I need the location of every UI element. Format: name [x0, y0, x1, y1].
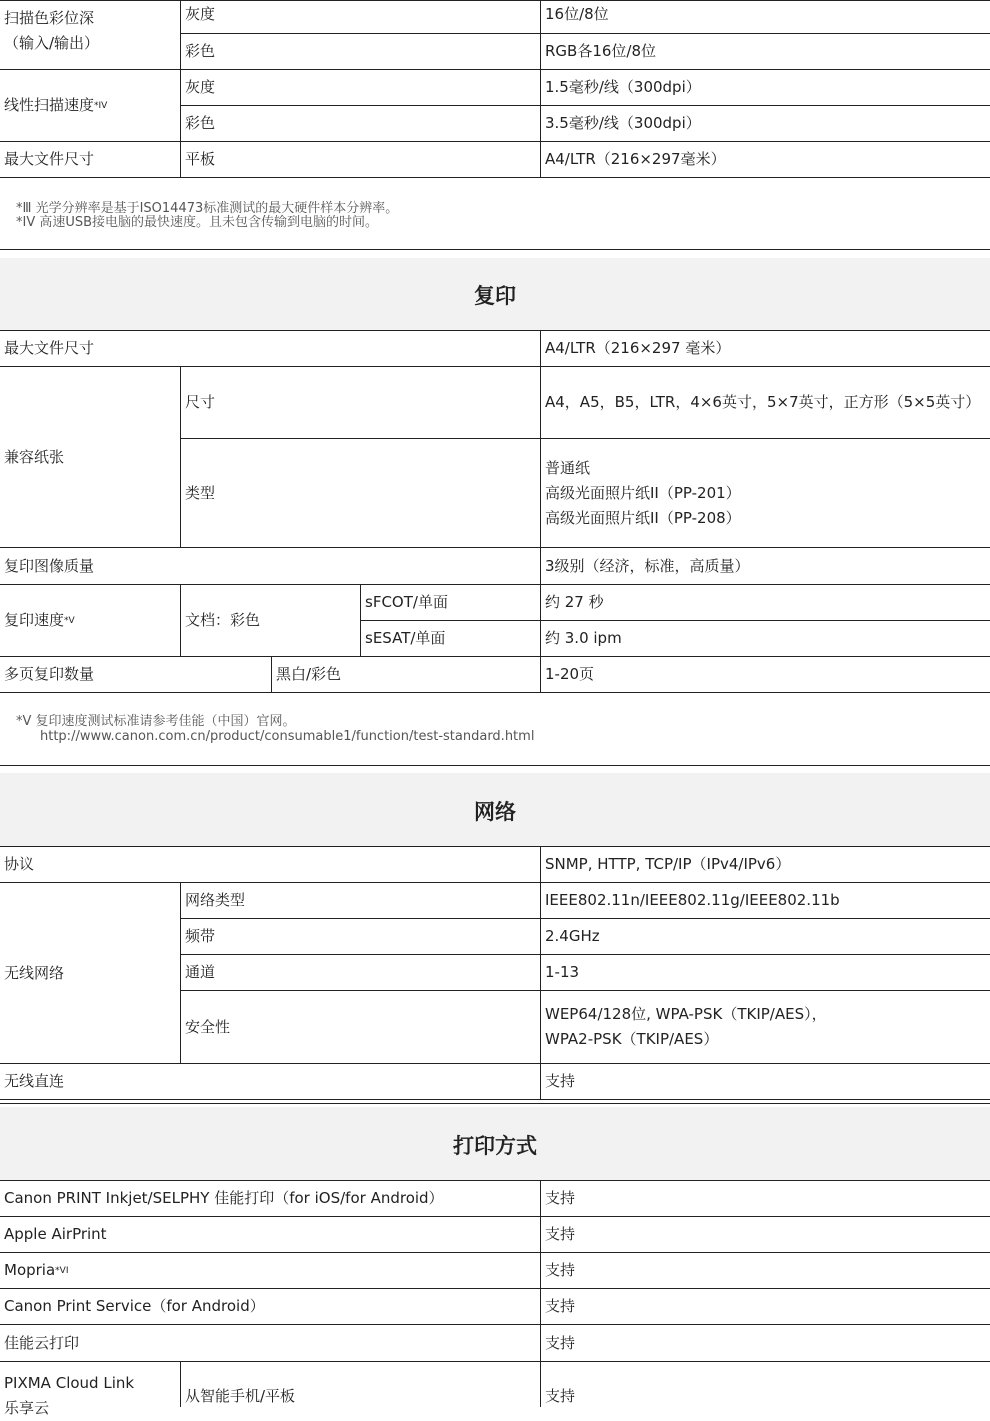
paper-type-pp201: 高级光面照片纸II（PP-201） — [545, 483, 741, 502]
print-method-value: 支持 — [545, 1225, 576, 1243]
copy-speed-label-text: 复印速度 — [4, 611, 65, 629]
cloud-link-label-line1: PIXMA Cloud Link — [4, 1374, 135, 1392]
sfcot-value: 约 27 秒 — [545, 593, 604, 611]
paper-type-label: 类型 — [185, 483, 216, 502]
print-method-label: Canon PRINT Inkjet/SELPHY 佳能打印（for iOS/for Android） — [4, 1189, 444, 1207]
cloud-link-value: 支持 — [545, 1387, 576, 1405]
print-method-label: 佳能云打印 — [4, 1333, 80, 1352]
wireless-direct-value: 支持 — [545, 1072, 576, 1090]
channel-label: 通道 — [185, 963, 216, 981]
cloud-link-label — [0, 1371, 180, 1417]
bit-depth-label — [0, 6, 180, 66]
bit-depth-label-line1: 扫描色彩位深 — [4, 9, 95, 27]
section-rule — [0, 765, 990, 766]
paper-type-pp208: 高级光面照片纸II（PP-208） — [545, 508, 741, 527]
color-label: 彩色 — [185, 42, 216, 60]
sfcot-label: sFCOT/单面 — [365, 593, 448, 611]
copy-quality-value: 3级别（经济，标准，高质量） — [545, 556, 750, 575]
print-methods-title: 打印方式 — [453, 1134, 537, 1158]
channel-value: 1-13 — [545, 963, 580, 981]
paper-size-label: 尺寸 — [185, 393, 216, 411]
color-label-2: 彩色 — [185, 114, 216, 132]
copy-quality-label: 复印图像质量 — [4, 556, 95, 575]
sesat-value: 约 3.0 ipm — [545, 629, 622, 647]
print-method-value: 支持 — [545, 1297, 576, 1315]
gray-bit-value: 16位/8位 — [545, 4, 609, 23]
flatbed-label: 平板 — [185, 150, 216, 168]
multi-copy-label: 多页复印数量 — [4, 665, 95, 683]
wireless-direct-label: 无线直连 — [4, 1072, 65, 1090]
line-speed-label: 线性扫描速度 *IV — [0, 70, 180, 141]
wireless-label: 无线网络 — [4, 963, 65, 982]
band-value: 2.4GHz — [545, 927, 600, 945]
mopria-label-text: Mopria — [4, 1261, 56, 1279]
footnote-v-url[interactable]: http://www.canon.com.cn/product/consumable1/function/test-standard.html — [40, 729, 535, 744]
doc-color-label: 文档：彩色 — [185, 611, 261, 629]
band-label: 频带 — [185, 927, 216, 945]
print-method-value: 支持 — [545, 1261, 576, 1279]
paper-label: 兼容纸张 — [4, 447, 65, 466]
copy-max-doc-value: A4/LTR（216×297 毫米） — [545, 339, 731, 357]
security-value-line2: WPA2-PSK（TKIP/AES） — [545, 1030, 719, 1048]
gray-label-2: 灰度 — [185, 78, 216, 96]
security-label: 安全性 — [185, 1017, 231, 1036]
paper-size-value: A4，A5，B5，LTR，4×6英寸，5×7英寸，正方形（5×5英寸） — [545, 393, 981, 411]
rule — [0, 1361, 990, 1362]
gray-label: 灰度 — [185, 4, 216, 23]
security-value-line1: WEP64/128位, WPA-PSK（TKIP/AES）， — [545, 1005, 827, 1023]
gray-speed-value: 1.5毫秒/线（300dpi） — [545, 78, 701, 96]
rule — [0, 692, 990, 693]
paper-type-values — [541, 439, 990, 547]
bit-depth-label-line2: （输入/输出） — [4, 34, 100, 52]
rule — [0, 1099, 990, 1100]
section-rule — [0, 1103, 990, 1104]
footnote-iv: *IV 高速USB接电脑的最快速度。且未包含传输到电脑的时间。 — [16, 215, 379, 230]
copy-max-doc-label: 最大文件尺寸 — [4, 339, 95, 357]
cloud-link-label-line2: 乐享云 — [4, 1399, 50, 1417]
bw-color-label: 黑白/彩色 — [276, 665, 342, 683]
network-section-title: 网络 — [474, 800, 516, 824]
footnote-iii: *Ⅲ 光学分辨率是基于ISO14473标准测试的最大硬件样本分辨率。 — [16, 201, 399, 216]
print-method-value: 支持 — [545, 1333, 576, 1352]
multi-copy-value: 1-20页 — [545, 665, 595, 683]
copy-speed-label: 复印速度 *V — [0, 585, 180, 656]
print-method-label: Canon Print Service（for Android） — [4, 1297, 265, 1315]
color-bit-value: RGB各16位/8位 — [545, 42, 657, 60]
max-doc-label: 最大文件尺寸 — [4, 150, 95, 168]
section-rule — [0, 249, 990, 250]
from-phone-label: 从智能手机/平板 — [185, 1387, 296, 1405]
protocol-value: SNMP, HTTP, TCP/IP（IPv4/IPv6） — [545, 855, 791, 873]
footnote-v: *V 复印速度测试标准请参考佳能（中国）官网。 — [16, 714, 296, 729]
color-speed-value: 3.5毫秒/线（300dpi） — [545, 114, 701, 132]
print-method-value: 支持 — [545, 1189, 576, 1207]
max-doc-value: A4/LTR（216×297毫米） — [545, 150, 726, 168]
net-type-label: 网络类型 — [185, 891, 246, 909]
security-value — [541, 991, 990, 1063]
print-method-label: Mopria *VI — [0, 1253, 540, 1288]
protocol-label: 协议 — [4, 855, 35, 873]
print-method-label: Apple AirPrint — [4, 1225, 107, 1243]
sesat-label: sESAT/单面 — [365, 629, 446, 647]
net-type-value: IEEE802.11n/IEEE802.11g/IEEE802.11b — [545, 891, 840, 909]
rule — [0, 177, 990, 178]
line-speed-label-text: 线性扫描速度 — [4, 96, 95, 114]
copy-section-title: 复印 — [474, 284, 516, 308]
paper-type-plain: 普通纸 — [545, 458, 591, 477]
